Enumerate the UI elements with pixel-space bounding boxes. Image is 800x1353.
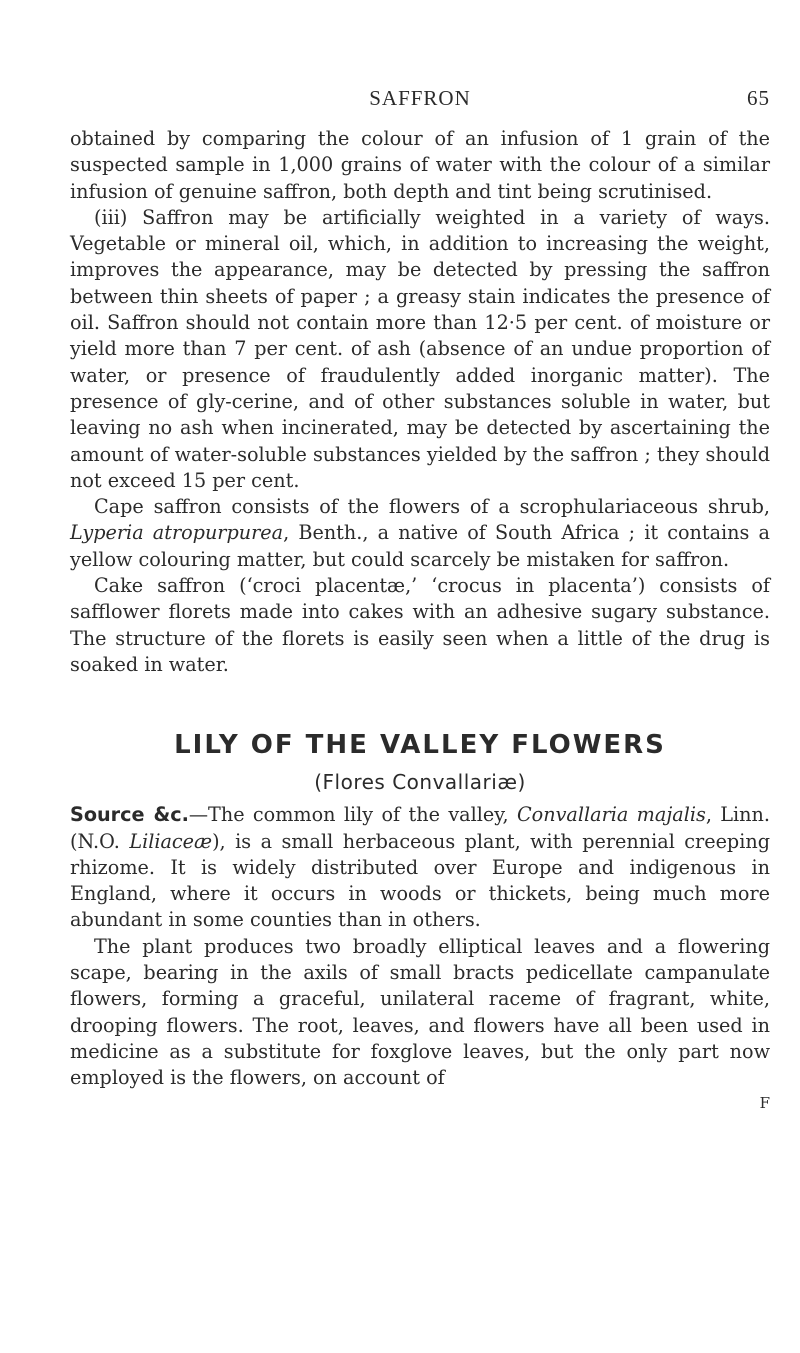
body-text (70, 126, 770, 1112)
signature-mark: F (759, 1093, 770, 1112)
section-subheading: (Flores Convallariæ) (314, 770, 526, 795)
section-heading: LILY OF THE VALLEY FLOWERS (174, 730, 666, 761)
running-head (70, 86, 770, 126)
paragraph: (iii) Saffron may be artificially weighted in a variety of ways. Vegetable or mineral oil, which, in addition to increasing the weight, improves the appearance, may be detected by pressing the saffron between thin sheets of paper ; a greasy stain indicates the presence of oil. Saffron should not contain more than 12·5 per cent. of moisture or yield more than 7 per cent. of ash (absence of an undue proportion of water, or presence of fraudulently added inorganic matter). The presence of gly-cerine, and of other substances soluble in water, but leaving no ash when incinerated, may be detected by ascertaining the amount of water-soluble substances yielded by the saffron ; they should not exceed 15 per cent. (70, 205, 770, 492)
family-name: Liliaceæ (129, 829, 213, 853)
paragraph-cape-saffron: Cape saffron consists of the flowers of a scrophulariaceous shrub, Lyperia atropurpurea, Benth., a native of South Africa ; it contains a yellow colouring matter, but could scarcely be mistaken for saffron. (70, 495, 770, 571)
run-in-heading: Source &c. (70, 803, 189, 827)
running-head-title: SAFFRON (369, 86, 471, 110)
paragraph: obtained by comparing the colour of an infusion of 1 grain of the suspected sample in 1,000 grains of water with the colour of a similar infusion of genuine saffron, both depth and tint being scrutinised. (70, 127, 770, 203)
paragraph-cake-saffron: Cake saffron (‘croci placentæ,’ ‘crocus in placenta’) consists of safflower florets made into cakes with an adhesive sugary substance. The structure of the florets is easily seen when a little of the drug is soaked in water. (70, 574, 770, 676)
page-number: 65 (747, 86, 770, 110)
species-name: Convallaria majalis (516, 803, 706, 827)
species-name: Lyperia atropurpurea (70, 521, 284, 545)
paragraph: The plant produces two broadly elliptical leaves and a flowering scape, bearing in the axils of small bracts pedicellate campanulate flowers, forming a graceful, unilateral raceme of fragrant, white, drooping flowers. The root, leaves, and flowers have all been used in medicine as a substitute for foxglove leaves, but the only part now employed is the flowers, on account of (70, 934, 770, 1090)
book-page (70, 86, 770, 1112)
paragraph-source: Source &c.—The common lily of the valley, Convallaria majalis, Linn. (N.O. Liliaceæ), is a small herbaceous plant, with perennial creeping rhizome. It is widely distributed over Europe and indigenous in England, where it occurs in woods or thickets, being much more abundant in some counties than in others. (70, 803, 770, 932)
